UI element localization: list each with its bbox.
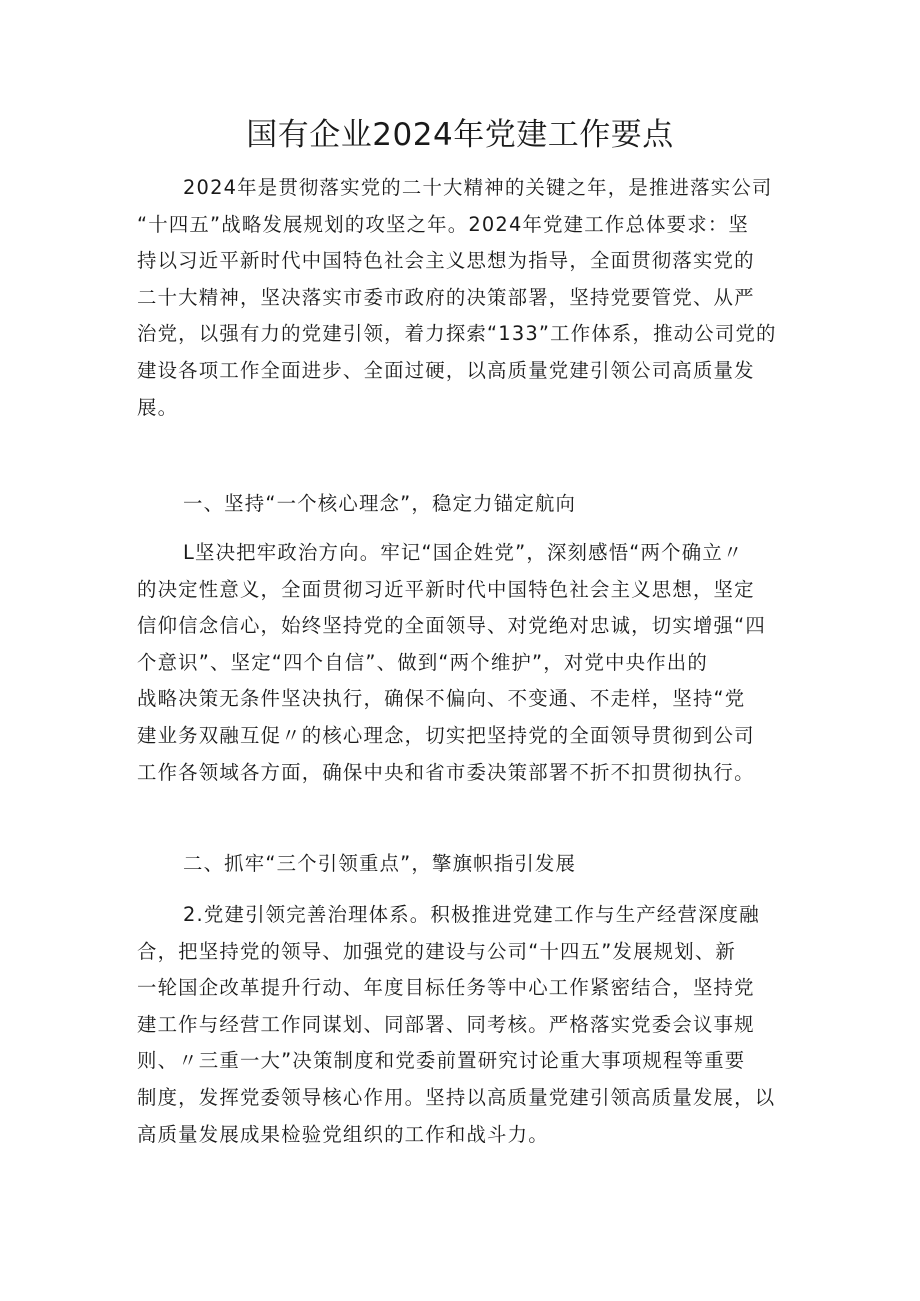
paragraph-line: 展。 <box>137 395 179 419</box>
paragraph-line: 二十大精神，坚决落实市委市政府的决策部署，坚持党要管党、从严 <box>137 285 755 309</box>
paragraph-line: 战略决策无条件坚决执行，确保不偏向、不变通、不走样，坚持“党 <box>137 687 746 711</box>
paragraph-line: 2024年是贯彻落实党的二十大精神的关键之年，是推进落实公司 <box>183 176 773 199</box>
paragraph-line: 建业务双融互促〃的核心理念，切实把坚持党的全面领导贯彻到公司 <box>137 723 755 747</box>
paragraph-line: 2.党建引领完善治理体系。积极推进党建工作与生产经营深度融 <box>183 903 760 926</box>
intro-paragraph <box>137 170 793 426</box>
section2-paragraph <box>137 897 793 1153</box>
paragraph-line: 治党，以强有力的党建引领，着力探索“133”工作体系，推动公司党的 <box>137 322 777 346</box>
paragraph-line: 信仰信念信心，始终坚持党的全面领导、对党绝对忠诚，切实增强“四 <box>137 614 766 638</box>
section-heading-2: 二、抓牢“三个引领重点”，擎旗帜指引发展 <box>183 852 577 875</box>
paragraph-line: 则、〃三重一大”决策制度和党委前置研究讨论重大事项规程等重要 <box>137 1049 746 1073</box>
paragraph-line: 合，把坚持党的领导、加强党的建设与公司“十四五”发展规划、新 <box>137 939 737 963</box>
paragraph-line: 工作各领域各方面，确保中央和省市委决策部署不折不扣贯彻执行。 <box>137 760 755 784</box>
section1-paragraph <box>137 535 793 791</box>
paragraph-line: “十四五”战略发展规划的攻坚之年。2024年党建工作总体要求：坚 <box>137 212 749 236</box>
paragraph-line: 的决定性意义，全面贯彻习近平新时代中国特色社会主义思想，坚定 <box>137 577 755 601</box>
section-heading-1: 一、坚持“一个核心理念”，稳定力锚定航向 <box>183 492 577 515</box>
paragraph-line: 建设各项工作全面进步、全面过硬，以高质量党建引领公司高质量发 <box>137 358 755 382</box>
paragraph-line: 一轮国企改革提升行动、年度目标任务等中心工作紧密结合，坚持党 <box>137 976 755 1000</box>
paragraph-line: 个意识”、坚定“四个自信”、做到“两个维护”，对党中央作出的 <box>137 650 708 674</box>
paragraph-line: 高质量发展成果检验党组织的工作和战斗力。 <box>137 1122 549 1146</box>
paragraph-line: 建工作与经营工作同谋划、同部署、同考核。严格落实党委会议事规 <box>137 1012 755 1036</box>
paragraph-line: 制度，发挥党委领导核心作用。坚持以高质量党建引领高质量发展，以 <box>137 1085 776 1109</box>
paragraph-line: 持以习近平新时代中国特色社会主义思想为指导，全面贯彻落实党的 <box>137 249 755 273</box>
paragraph-line: L坚决把牢政治方向。牢记“国企姓党”，深刻感悟“两个确立〃 <box>183 541 744 564</box>
document-title: 国有企业2024年党建工作要点 <box>246 117 674 153</box>
